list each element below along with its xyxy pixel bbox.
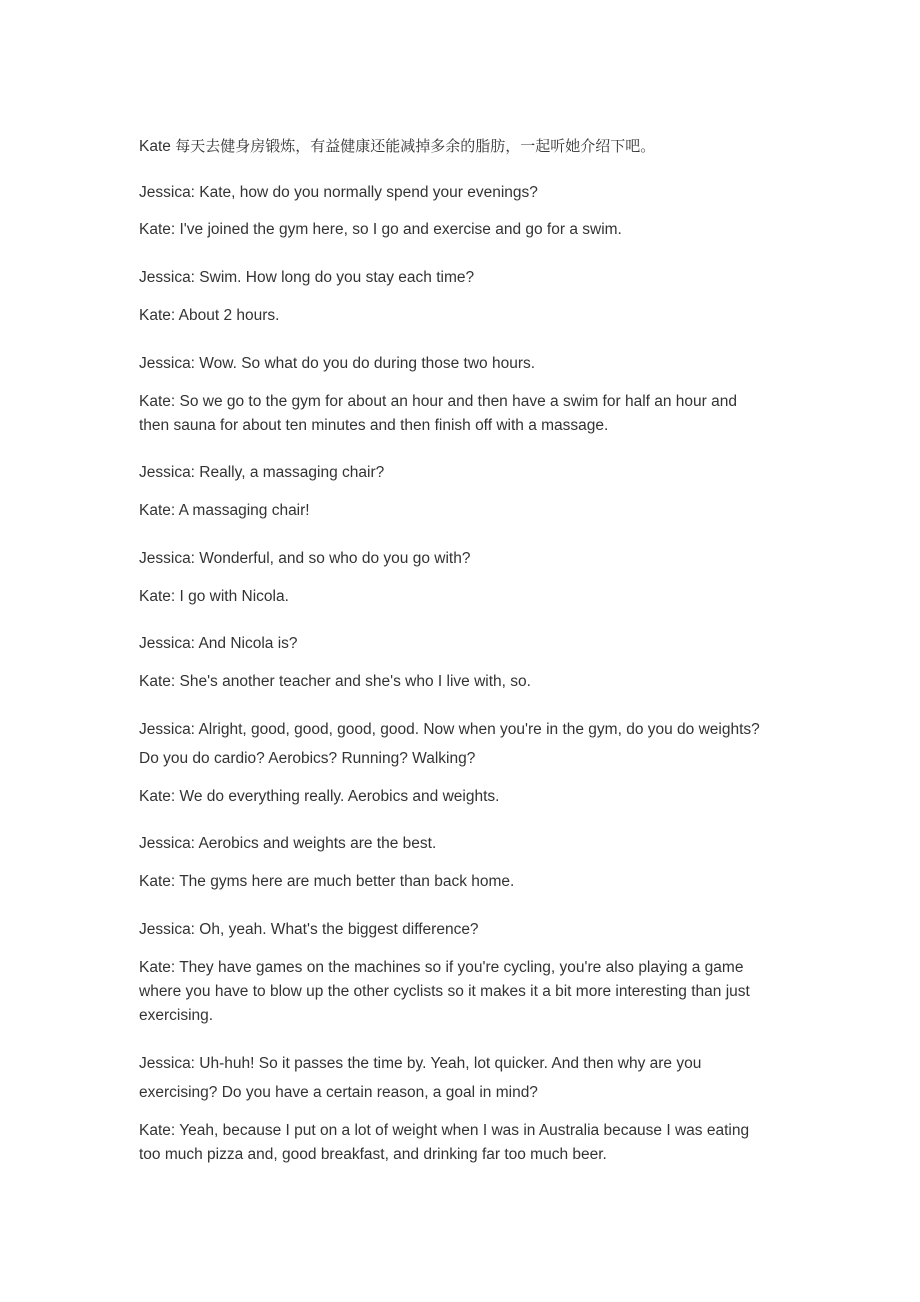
intro-line xyxy=(139,134,799,159)
dialogue-line: Jessica: Oh, yeah. What's the biggest difference? xyxy=(139,921,479,938)
dialogue-line: Jessica: Swim. How long do you stay each time? xyxy=(139,269,475,286)
dialogue-line: Jessica: Alright, good, good, good, good. Now when you're in the gym, do you do weights? xyxy=(139,721,760,738)
dialogue-line: Kate: Yeah, because I put on a lot of weight when I was in Australia because I was eating xyxy=(139,1122,750,1139)
dialogue-line: too much pizza and, good breakfast, and drinking far too much beer. xyxy=(139,1146,607,1163)
dialogue-line: Kate: I go with Nicola. xyxy=(139,588,289,605)
dialogue-line: then sauna for about ten minutes and then finish off with a massage. xyxy=(139,417,609,434)
dialogue-line: Do you do cardio? Aerobics? Running? Walking? xyxy=(139,750,476,767)
dialogue-line: Jessica: Really, a massaging chair? xyxy=(139,464,385,481)
dialogue-line: Jessica: Wow. So what do you do during those two hours. xyxy=(139,355,536,372)
dialogue-line: Kate: A massaging chair! xyxy=(139,502,310,519)
dialogue-line: exercising? Do you have a certain reason, a goal in mind? xyxy=(139,1084,538,1101)
dialogue-line: exercising. xyxy=(139,1007,214,1024)
dialogue-line: Kate: She's another teacher and she's who I live with, so. xyxy=(139,673,531,690)
dialogue-line: Jessica: Kate, how do you normally spend your evenings? xyxy=(139,184,538,201)
dialogue-line: Jessica: Aerobics and weights are the best. xyxy=(139,835,437,852)
dialogue-line: Jessica: And Nicola is? xyxy=(139,635,298,652)
dialogue-line: Jessica: Wonderful, and so who do you go with? xyxy=(139,550,471,567)
dialogue-line: Kate: About 2 hours. xyxy=(139,307,280,324)
dialogue-line: Kate: I've joined the gym here, so I go and exercise and go for a swim. xyxy=(139,221,622,238)
intro-name: Kate xyxy=(139,138,171,155)
dialogue-line: where you have to blow up the other cyclists so it makes it a bit more interesting than just xyxy=(139,983,750,1000)
dialogue-line: Kate: We do everything really. Aerobics and weights. xyxy=(139,788,500,805)
dialogue-line: Kate: So we go to the gym for about an hour and then have a swim for half an hour and xyxy=(139,393,737,410)
dialogue-line: Kate: The gyms here are much better than back home. xyxy=(139,873,515,890)
intro-chinese-text: 每天去健身房锻炼，有益健康还能减掉多余的脂肪，一起听她介绍下吧。 xyxy=(175,137,656,155)
dialogue-line: Kate: They have games on the machines so if you're cycling, you're also playing a game xyxy=(139,959,744,976)
dialogue-line: Jessica: Uh-huh! So it passes the time by. Yeah, lot quicker. And then why are you xyxy=(139,1055,702,1072)
